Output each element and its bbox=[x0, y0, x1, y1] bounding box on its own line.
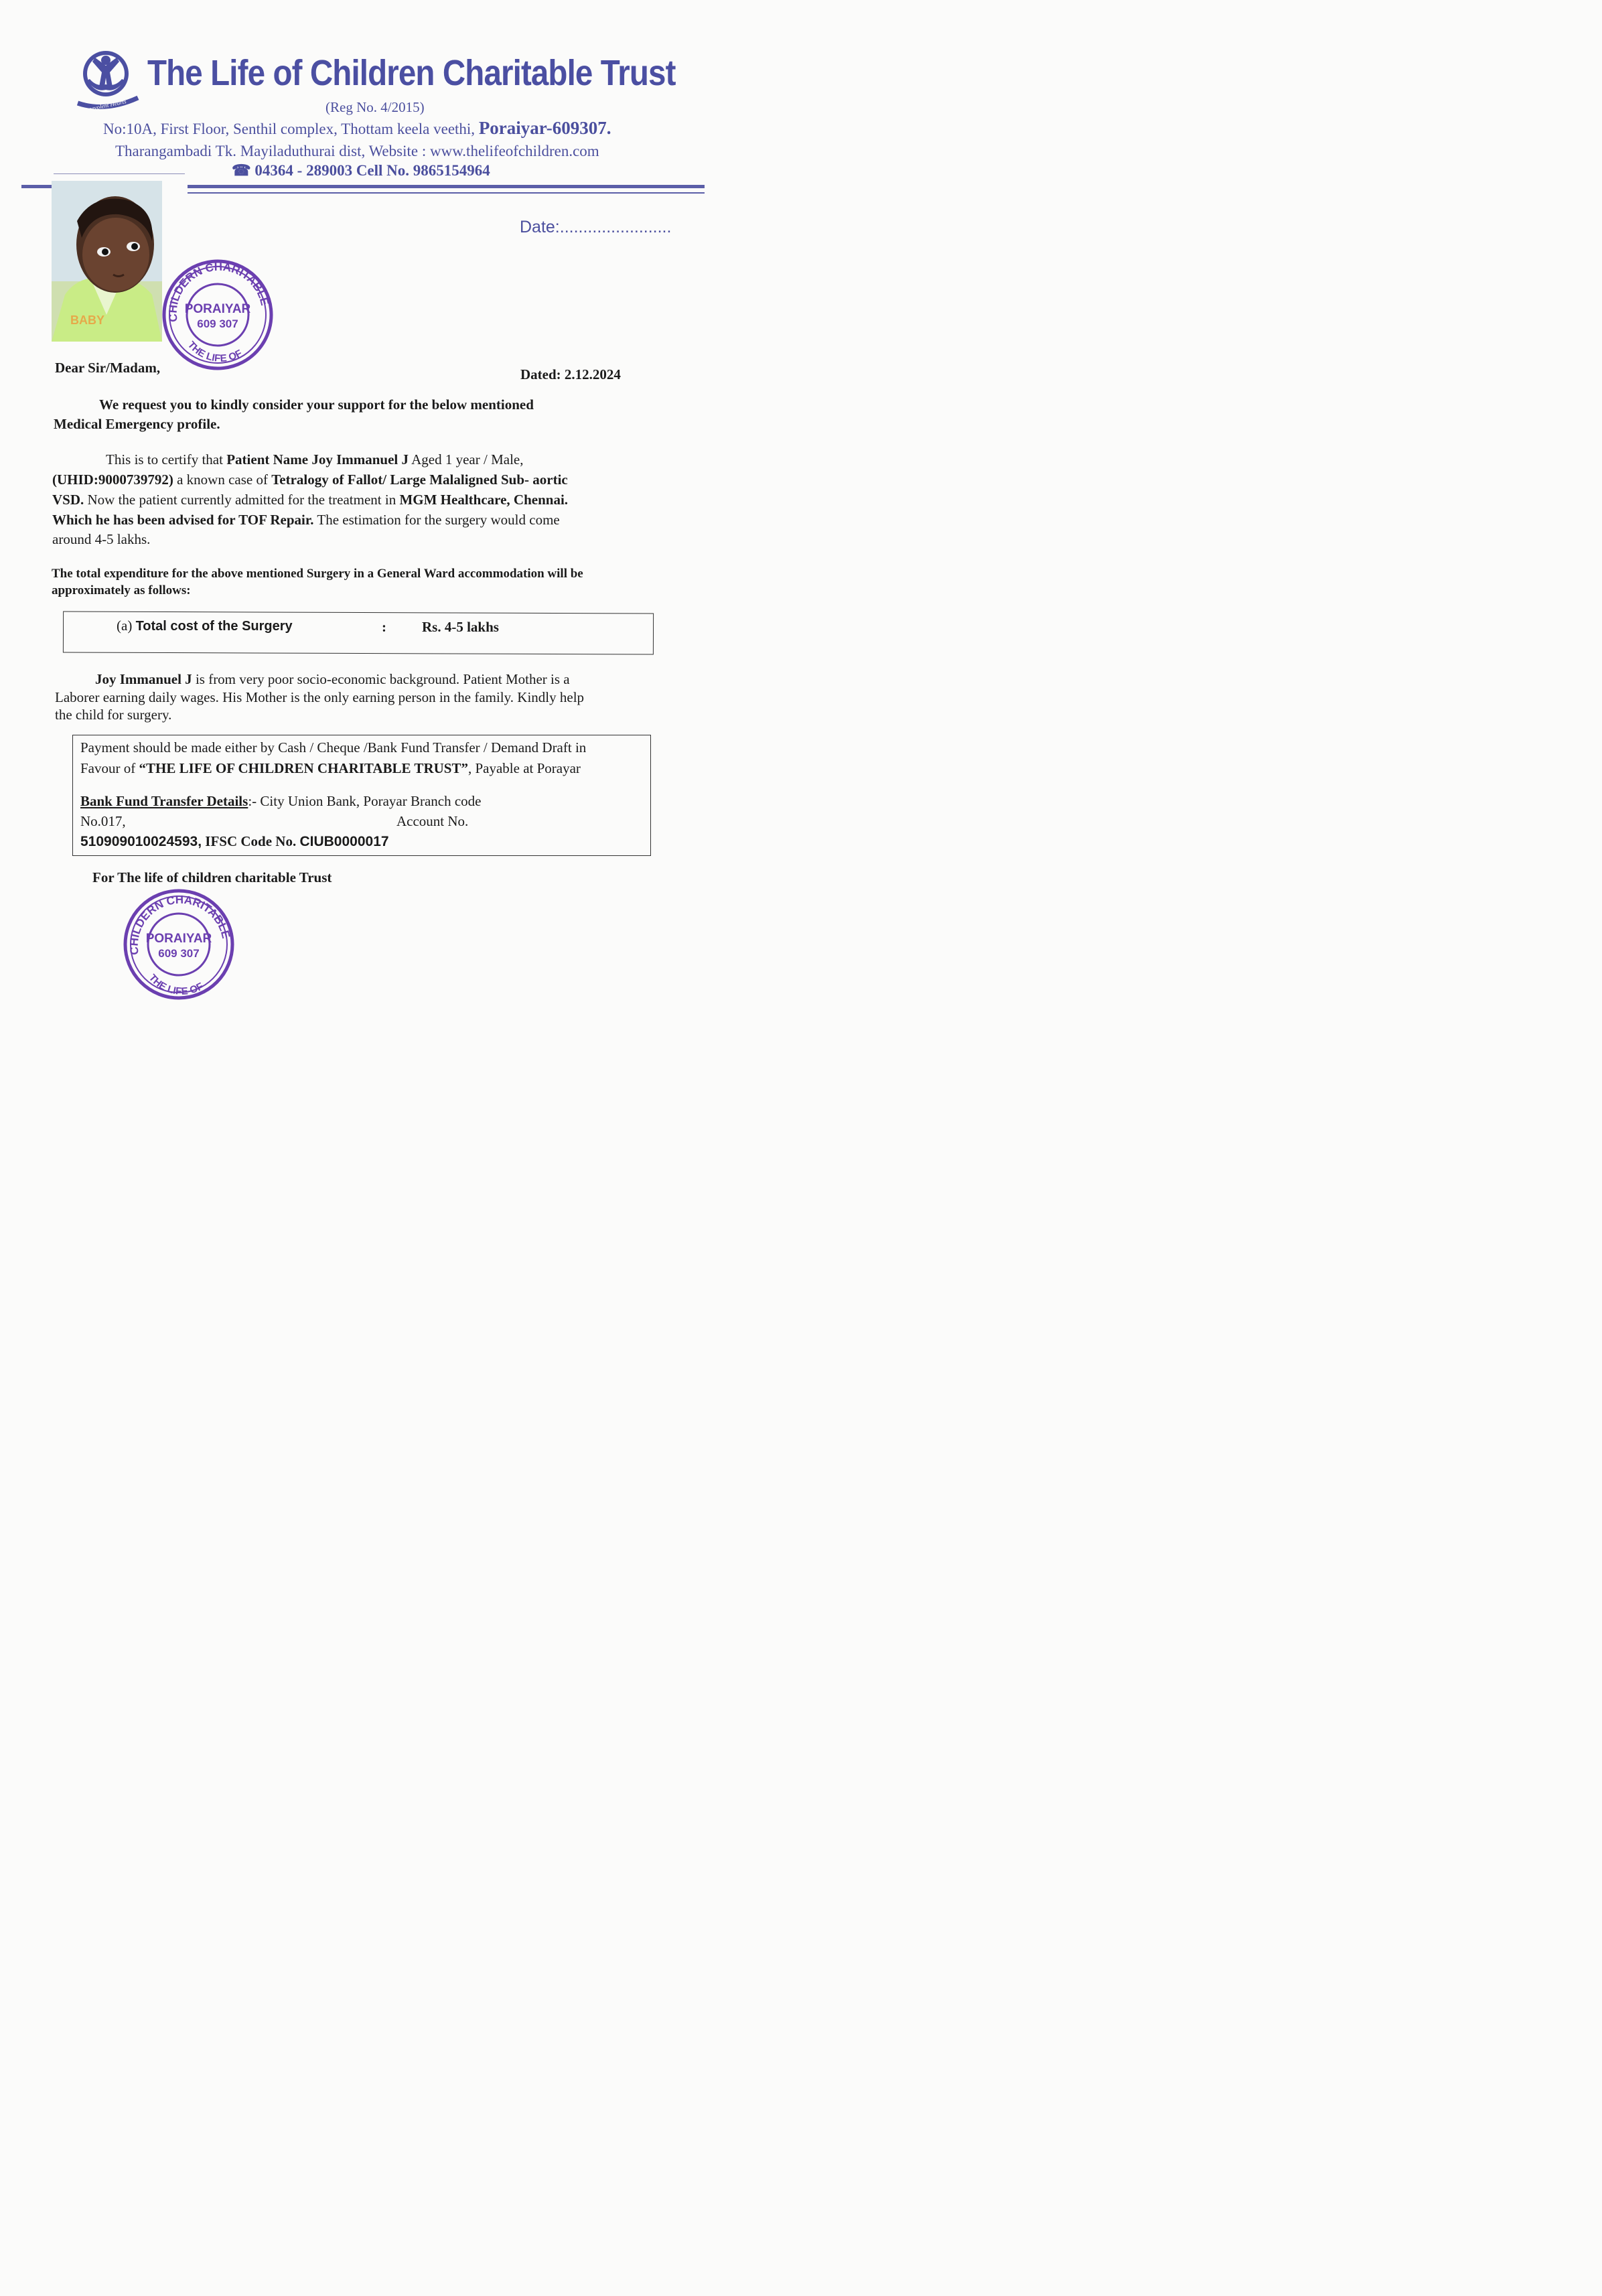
certify-line-2 bbox=[52, 470, 568, 490]
trust-title: The Life of Children Charitable Trust bbox=[147, 53, 676, 93]
known-case-text: a known case of bbox=[173, 472, 272, 488]
seal-center-pin: 609 307 bbox=[197, 317, 238, 330]
account-label: Account No. bbox=[396, 813, 469, 829]
payment-line-1: Payment should be made either by Cash / Cheque /Bank Fund Transfer / Demand Draft in bbox=[80, 739, 587, 756]
background-line-2: Laborer earning daily wages. His Mother is the only earning person in the family. Kindly help bbox=[55, 689, 585, 705]
cost-row-prefix: (a) bbox=[117, 618, 133, 634]
request-line-1: We request you to kindly consider your support for the below mentioned bbox=[99, 397, 534, 413]
address-street: No:10A, First Floor, Senthil complex, Thottam keela veethi, bbox=[103, 121, 479, 137]
seal-outer-text-bottom: CHILDERN CHARITABLE bbox=[127, 893, 233, 956]
background-line-3: the child for surgery. bbox=[55, 707, 172, 723]
certify-intro: This is to certify that bbox=[106, 451, 227, 468]
certify-line-1 bbox=[106, 450, 523, 470]
seal-center-town: PORAIYAR bbox=[184, 302, 251, 316]
trust-seal-stamp-bottom bbox=[122, 887, 236, 1001]
patient-age-sex: Aged 1 year / Male, bbox=[409, 451, 524, 468]
cost-row-label: Total cost of the Surgery bbox=[135, 619, 293, 634]
patient-name-repeat: Joy Immanuel J bbox=[95, 671, 192, 687]
certify-line-4 bbox=[52, 510, 560, 530]
trust-seal-stamp bbox=[161, 258, 275, 372]
patient-photo bbox=[52, 181, 162, 342]
phone-numbers: 04364 - 289003 Cell No. 9865154964 bbox=[254, 162, 490, 179]
estimation-text: The estimation for the surgery would come bbox=[313, 512, 560, 528]
address-city: Poraiyar-609307. bbox=[478, 118, 611, 138]
account-number: 510909010024593, bbox=[80, 834, 202, 849]
payable-at: , Payable at Porayar bbox=[467, 760, 581, 776]
advised-procedure: Which he has been advised for TOF Repair. bbox=[52, 512, 314, 528]
header-rule-second bbox=[188, 192, 705, 194]
bank-name-branch: :- City Union Bank, Porayar Branch code bbox=[248, 793, 482, 809]
cost-row-value: Rs. 4-5 lakhs bbox=[422, 619, 499, 635]
ifsc-code: CIUB0000017 bbox=[299, 834, 389, 849]
bank-details-line bbox=[80, 792, 481, 811]
payment-line-2 bbox=[80, 759, 581, 778]
date-label: Date:........................ bbox=[520, 218, 672, 236]
shirt-text: BABY bbox=[70, 313, 105, 327]
cost-row-colon: : bbox=[382, 619, 386, 635]
signoff-line: For The life of children charitable Trust bbox=[92, 869, 332, 885]
header-rule-left bbox=[21, 185, 52, 188]
cost-row bbox=[117, 616, 293, 636]
salutation: Dear Sir/Madam, bbox=[55, 360, 161, 376]
seal-outer-text: CHILDERN CHARITABLE bbox=[166, 260, 272, 323]
logo-text: Benevolent Hearts bbox=[81, 98, 127, 113]
certify-line-3 bbox=[52, 490, 568, 510]
phone-line bbox=[232, 162, 490, 180]
expenditure-line-1: The total expenditure for the above mentioned Surgery in a General Ward accommodation will be bbox=[52, 567, 583, 581]
request-line-2: Medical Emergency profile. bbox=[54, 416, 220, 432]
bank-details-label: Bank Fund Transfer Details bbox=[80, 793, 248, 809]
address-line-1 bbox=[103, 118, 611, 139]
address-line-2: Tharangambadi Tk. Mayiladuthurai dist, Website : www.thelifeofchildren.com bbox=[115, 143, 599, 159]
background-text: is from very poor socio-economic background. Patient Mother is a bbox=[192, 671, 570, 687]
ifsc-label: IFSC Code No. bbox=[202, 833, 300, 849]
account-ifsc-line bbox=[80, 832, 389, 851]
dated-line: Dated: 2.12.2024 bbox=[520, 366, 621, 382]
trust-logo bbox=[75, 46, 142, 113]
certify-line-5: around 4-5 lakhs. bbox=[52, 531, 151, 547]
seal-center-town-bottom: PORAIYAR bbox=[145, 932, 212, 946]
payee-name: “THE LIFE OF CHILDREN CHARITABLE TRUST” bbox=[139, 760, 468, 776]
favour-of-label: Favour of bbox=[80, 760, 139, 776]
expenditure-line-2: approximately as follows: bbox=[52, 583, 191, 597]
phone-icon: ☎ bbox=[232, 162, 251, 179]
header-rule-main bbox=[188, 185, 705, 188]
diagnosis-end: VSD. bbox=[52, 492, 84, 508]
seal-lower-text-bottom: THE LIFE OF bbox=[146, 972, 206, 997]
patient-name: Patient Name Joy Immanuel J bbox=[226, 451, 409, 468]
seal-center-pin-bottom: 609 307 bbox=[158, 947, 200, 960]
hospital-name: MGM Healthcare, Chennai. bbox=[399, 492, 569, 508]
header-thin-rule bbox=[54, 173, 185, 174]
patient-uhid: (UHID:9000739792) bbox=[52, 472, 173, 488]
background-line-1 bbox=[95, 670, 570, 689]
diagnosis: Tetralogy of Fallot/ Large Malaligned Sub- aortic bbox=[271, 472, 568, 488]
admission-text: Now the patient currently admitted for the treatment in bbox=[84, 492, 400, 508]
branch-number: No.017, bbox=[80, 813, 126, 829]
registration-number: (Reg No. 4/2015) bbox=[325, 99, 425, 115]
seal-lower-text: THE LIFE OF bbox=[185, 339, 244, 364]
